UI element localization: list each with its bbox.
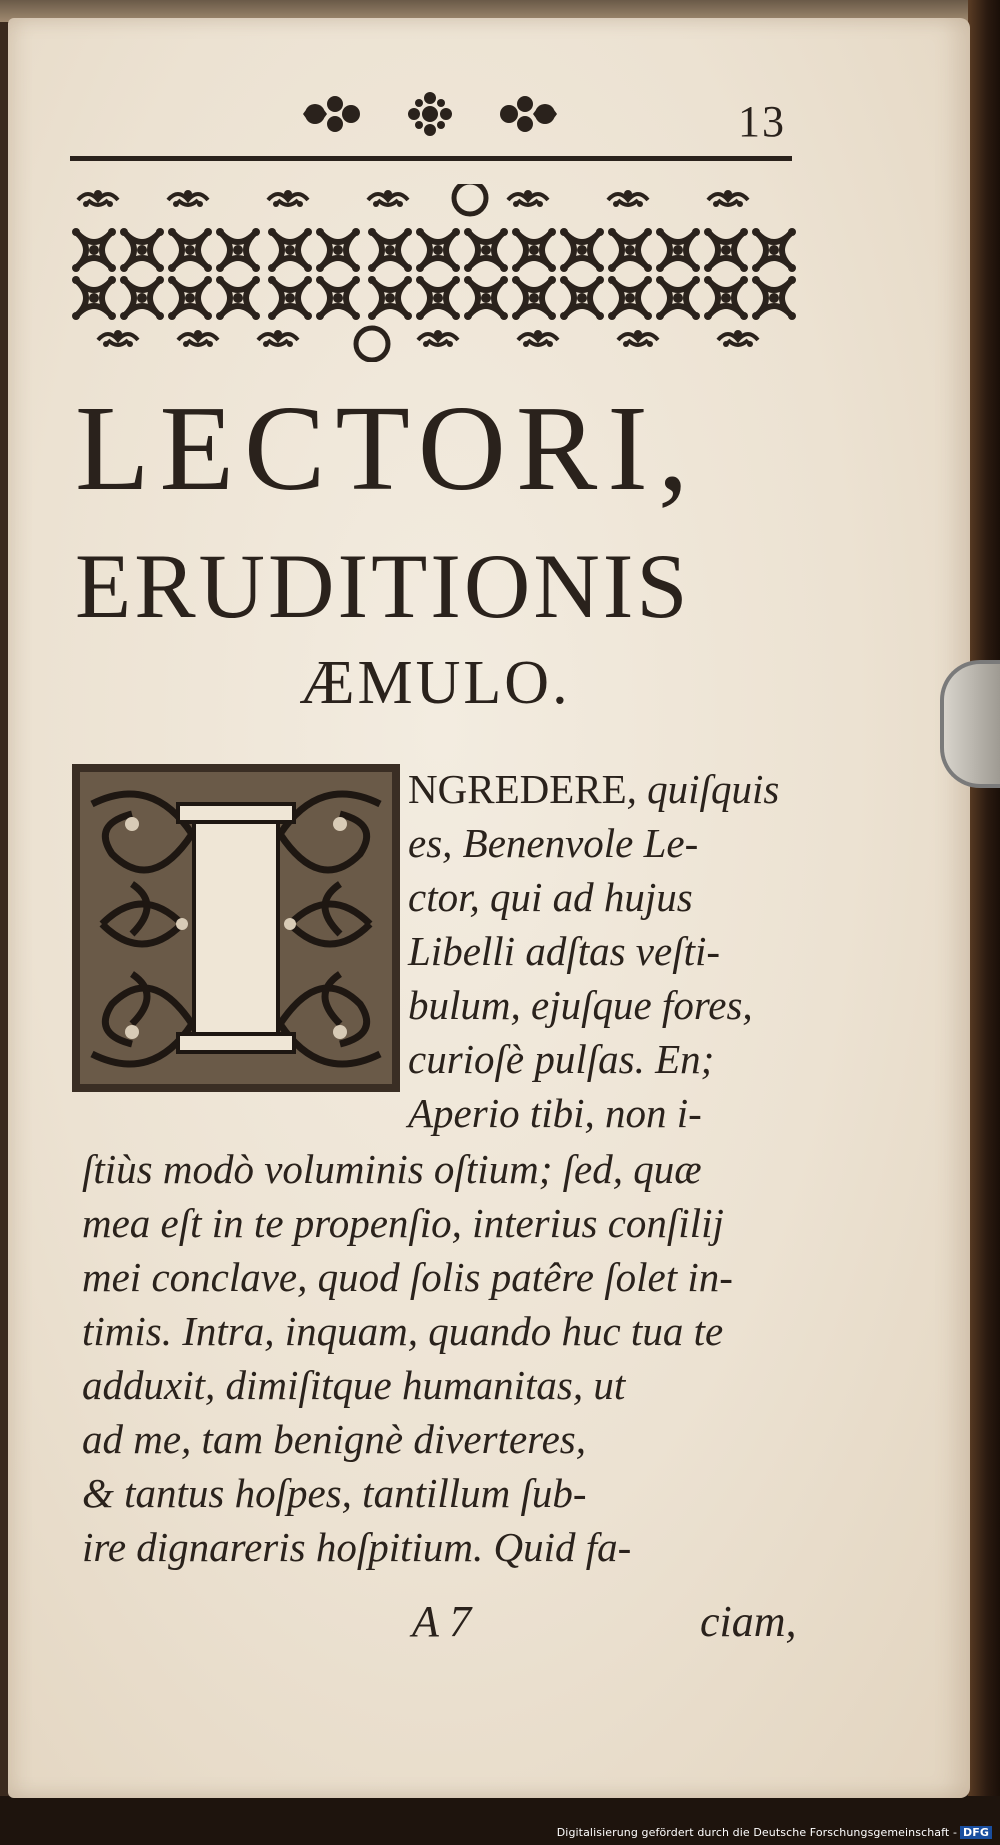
signature-mark: A 7 (412, 1597, 472, 1646)
header-rule (70, 156, 792, 161)
decorated-initial (72, 764, 400, 1092)
body-line-11: timis. Intra, inquam, quando huc tua te (82, 1308, 724, 1354)
book-spine-edge (968, 0, 1000, 1845)
body-line-9: mea eſt in te propenſio, interius conſilij (82, 1200, 724, 1246)
body-line-8: ſtiùs modò voluminis oſtium; ſed, quæ (82, 1146, 702, 1192)
digitization-credit (557, 1826, 992, 1839)
fleuron-center-icon (408, 92, 452, 136)
ornament-row-top (78, 184, 748, 214)
fleuron-left-icon (303, 96, 360, 132)
body-line-13: ad me, tam benignè diverteres, (82, 1416, 587, 1462)
body-line-5: bulum, ejuſque fores, (408, 982, 753, 1028)
header-fleuron-ornament (295, 88, 565, 140)
title-line-lectori: LECTORI, (75, 381, 699, 516)
body-line-10: mei conclave, quod ſolis patêre ſolet in- (82, 1254, 733, 1300)
ornament-row-bottom (98, 328, 758, 360)
body-line-15: ire dignareris hoſpitium. Quid fa- (82, 1524, 632, 1570)
body-line-4: Libelli adſtas veſti- (408, 928, 721, 974)
page-number: 13 (738, 97, 786, 146)
body-line-12: adduxit, dimiſitque humanitas, ut (82, 1362, 626, 1408)
body-line-14: & tantus hoſpes, tantillum ſub- (82, 1470, 587, 1516)
ornament-row-middle (72, 228, 796, 320)
catchword: ciam, (700, 1597, 797, 1646)
initial-woodcut-icon (72, 764, 400, 1092)
body-line-7: Aperio tibi, non i- (408, 1090, 702, 1136)
dfg-logo: DFG (960, 1826, 992, 1839)
body-line-1: NGREDERE, quiſquis (408, 766, 780, 812)
page-clip (940, 660, 1000, 788)
credit-text: Digitalisierung gefördert durch die Deutsche Forschungsgemeinschaft - (556, 1826, 958, 1839)
title-line-eruditionis: ERUDITIONIS (75, 535, 691, 637)
body-line-3: ctor, qui ad hujus (408, 874, 693, 920)
body-line-2: es, Benenvole Le- (408, 820, 699, 866)
title-line-aemulo: ÆMULO. (299, 649, 571, 717)
decorative-ornament-band (72, 184, 800, 362)
fleuron-right-icon (500, 96, 557, 132)
body-line-6: curioſè pulſas. En; (408, 1036, 715, 1082)
